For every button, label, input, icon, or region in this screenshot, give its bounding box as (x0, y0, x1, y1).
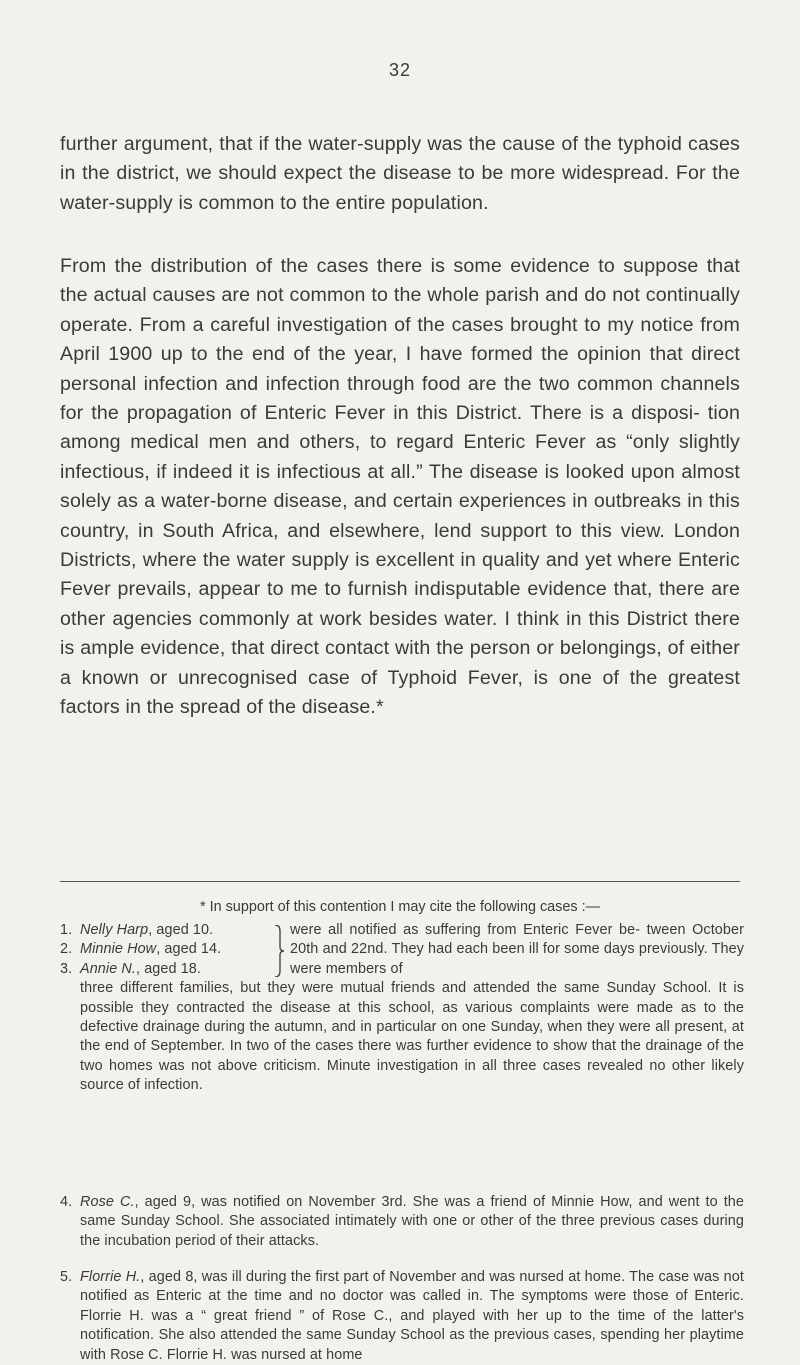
footnote-intro: * In support of this contention I may cite the following cases :— (200, 899, 600, 915)
case-number: 2. (60, 941, 73, 958)
page-number: 32 (388, 60, 412, 80)
right-brace-icon (274, 925, 284, 977)
footnote-case-4 (60, 1193, 744, 1251)
case-name: Nelly Harp (80, 922, 149, 938)
case-name: Annie N. (80, 960, 136, 977)
case-text: , aged 9, was notified on November 3rd. She was a friend of Minnie How, and went to the same Sunday School. She associated intimately with one or other of the three previous cases during the incubation period of their attacks. (80, 1194, 745, 1249)
case-name: Minnie How (80, 941, 157, 958)
case-number: 3. (60, 960, 73, 977)
case-number: 5. (60, 1269, 73, 1285)
case-age: , aged 14. (156, 941, 222, 958)
case-age: , aged 10. (148, 922, 214, 938)
case-number: 4. (60, 1194, 73, 1210)
case-entry (60, 1193, 744, 1251)
case-age: , aged 18. (136, 960, 202, 977)
case-entry (60, 1268, 744, 1365)
case-name-list (60, 921, 290, 979)
body-paragraph-2 (60, 252, 740, 723)
footnote-case-5 (60, 1268, 744, 1365)
case-entry (60, 940, 290, 959)
footnote-divider (60, 881, 740, 882)
case-name: Rose C. (80, 1194, 135, 1210)
case-text: , aged 8, was ill during the first part of November and was nursed at home. The case was not notified as Enteric at the time and no doctor was called in. The symptoms were those of Enteric. Florrie H. was a “ great friend ” of Rose C., and played with her up to the time of the latter's notification. She also attended the same Sunday School as the previous cases, spending her playtime with Rose C. Florrie H. was nursed at home (80, 1269, 744, 1363)
case-number: 1. (60, 922, 73, 938)
body-paragraph-2-text: From the distribution of the cases there is some evidence to suppose that the actual causes are not common to the whole parish and do not continually operate. From a careful investigation of the cases brought to my notice from April 1900 up to the end of the year, I have formed the opinion that direct personal infection and infection through food are the two common channels for the propagation of Enteric Fever in this District. There is a disposi- tion among medical men and others, to regard Enteric Fever as “only slightly infectious, if indeed it is infectious at all.” The disease is looked upon almost solely as a water-borne disease, and certain experiences in outbreaks in this country, in South Africa, and elsewhere, lend support to this view. London Districts, where the water supply is excellent in quality and yet where Enteric Fever prevails, appear to me to furnish indisputable evidence that, there are other agencies commonly at work besides water. I think in this District there is ample evidence, that direct contact with the person or belongings, of either a known or unrecognised case of Typhoid Fever, is one of the greatest factors in the spread of the disease.* (60, 255, 740, 719)
case-group-description: were all notified as suffering from Enteric Fever be- tween October 20th and 22nd. They had each been ill for some days previously. They were members of (290, 922, 744, 977)
case-group-continuation: three different families, but they were mutual friends and attended the same Sunday School. It is possible they contracted the disease at this school, as various complaints were made as to the defective drainage during the autumn, and in particular on one Sunday, when they were all present, at the end of September. In two of the cases there was further evidence to show that the drainage of the two homes was not above criticism. Minute investigation in all three cases revealed no other likely source of infection. (80, 980, 744, 1094)
body-paragraph-1: further argument, that if the water-supply was the cause of the typhoid cases in the district, we should expect the disease to be more widespread. For the water-supply is common to the entire population. (60, 133, 740, 214)
case-entry (60, 921, 290, 940)
case-entry (60, 960, 290, 979)
case-name: Florrie H. (80, 1269, 141, 1285)
